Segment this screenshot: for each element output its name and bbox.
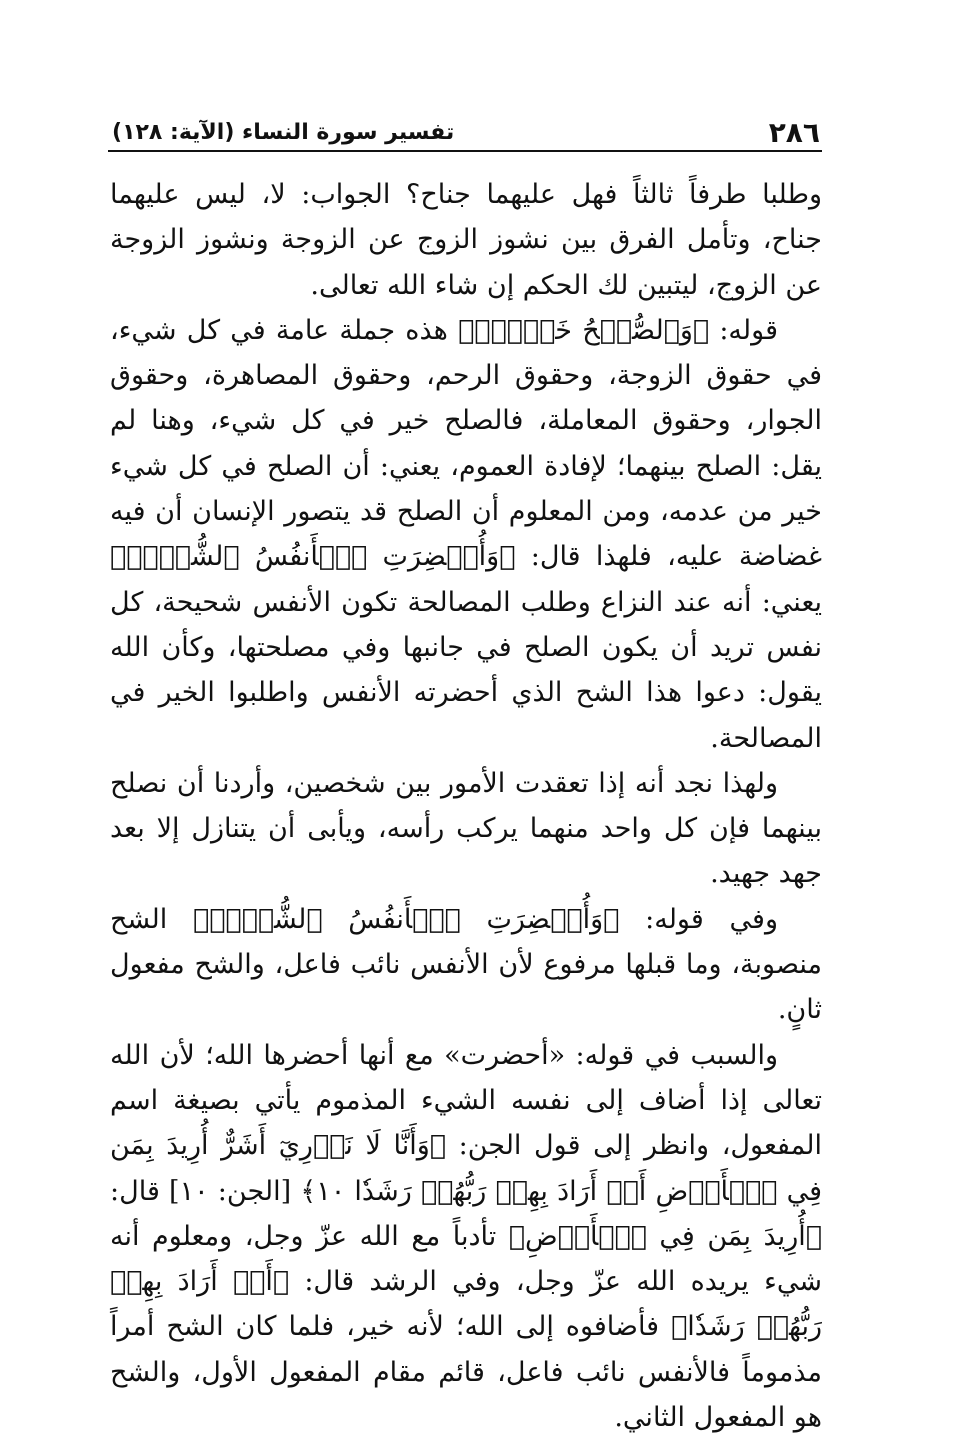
text-run: وفي قوله: [619,903,778,935]
quran-quote: ﴿وَأُحۡضِرَتِ ٱلۡأَنفُسُ ٱلشُّحَّۚ﴾ [110,541,516,573]
body-text [110,172,822,1440]
text-run: يعني: أنه عند النزاع وطلب المصالحة تكون الأنفس شحيحة، كل نفس تريد أن يكون الصلح في جانبها وفي مصلحتها، وكأن الله يقول: دعوا هذا الشح الذي أحضرته الأنفس واطلبوا الخير في المصالحة. [110,586,822,754]
text-run: تأدباً مع الله عزّ وجل، ومعلوم أنه شيء يريده الله عزّ وجل، وفي الرشد قال: [110,1220,822,1298]
text-run: هذه جملة عامة في كل شيء، في حقوق الزوجة، وحقوق الرحم، وحقوق المصاهرة، وحقوق الجوار، وحقوق المعاملة، فالصلح خير في كل شيء، وهنا لم يقل: الصلح بينهما؛ لإفادة العموم، يعني: أن الصلح في كل شيء خير من عدمه، ومن المعلوم أن الصلح قد يتصور الإنسان أن فيه غضاضة عليه، فلهذا قال: [110,314,822,573]
page-number: ٢٨٦ [768,116,820,149]
paragraph-p2 [110,308,822,761]
quran-quote: ﴿أُرِيدَ بِمَن فِي ٱلۡأَرۡضِ﴾ [508,1220,822,1252]
page-header [112,112,820,148]
text-run: [الجن: ١٠] قال: [110,1175,301,1207]
running-title: تفسير سورة النساء (الآية: ١٢٨) [112,120,455,145]
paragraph-p5 [110,1033,822,1440]
paragraph-p3 [110,761,822,897]
quran-quote: ﴿وَأُحۡضِرَتِ ٱلۡأَنفُسُ ٱلشُّحَّۚ﴾ [193,903,620,935]
text-run: والسبب في قوله: «أحضرت» مع أنها أحضرها الله؛ لأن الله تعالى إذا أضاف إلى نفسه الشيء المذموم يأتي بصيغة اسم المفعول، وانظر إلى قول الجن: [110,1039,822,1162]
quran-quote: ﴿أَمۡ أَرَادَ بِهِمۡ رَبُّهُمۡ رَشَدٗا﴾ [110,1266,822,1343]
header-rule [108,150,822,152]
paragraph-p1 [110,172,822,308]
paragraph-p4 [110,897,822,1033]
quran-quote: ﴿وَأَنَّا لَا نَدۡرِيٓ أَشَرٌّ أُرِيدَ بِمَن فِي ٱلۡأَرۡضِ أَمۡ أَرَادَ بِهِمۡ رَبُّهُمۡ رَشَدٗا ١٠﴾ [110,1130,822,1207]
quran-quote: ﴿وَٱلصُّلۡحُ خَيۡرٞۗ﴾ [458,314,710,346]
text-run: فأضافوه إلى الله؛ لأنه خير، فلما كان الشح أمراً مذموماً فالأنفس نائب فاعل، قائم مقام المفعول الأول، والشح هو المفعول الثاني. [110,1311,822,1434]
text-run: قوله: [709,314,778,346]
text-run: ولهذا نجد أنه إذا تعقدت الأمور بين شخصين، وأردنا أن نصلح بينهما فإن كل واحد منهما يركب رأسه، ويأبى أن يتنازل إلا بعد جهد جهيد. [110,767,822,890]
text-run: الشح منصوبة، وما قبلها مرفوع لأن الأنفس نائب فاعل، والشح مفعول ثانٍ. [110,903,822,1026]
text-run: وطلبا طرفاً ثالثاً فهل عليهما جناح؟ الجواب: لا، ليس عليهما جناح، وتأمل الفرق بين نشوز الزوج عن الزوجة ونشوز الزوجة عن الزوج، ليتبين لك الحكم إن شاء الله تعالى. [110,179,822,301]
